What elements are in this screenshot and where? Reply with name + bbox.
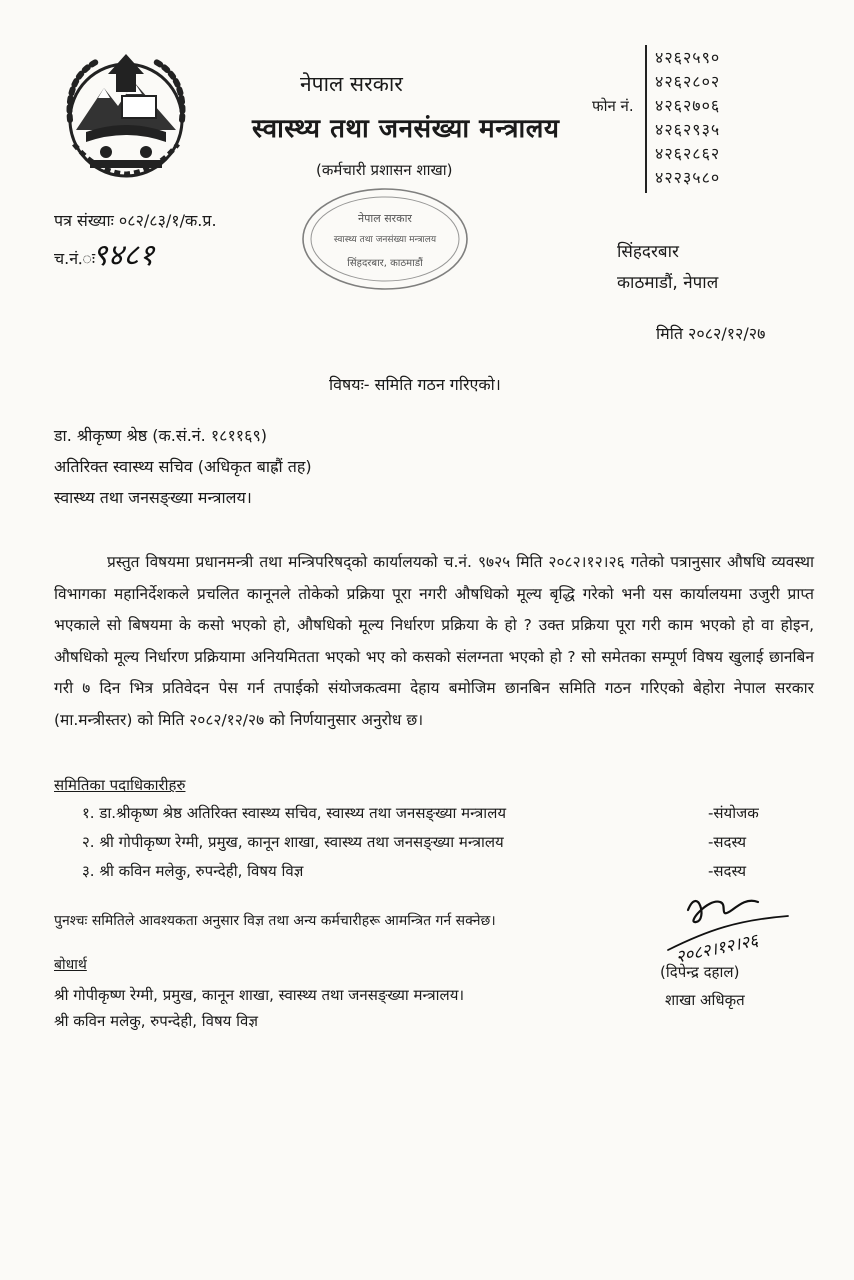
branch-name: (कर्मचारी प्रशासन शाखा) (316, 161, 453, 179)
committee-role: -सदस्य (708, 862, 747, 880)
phone-divider (645, 45, 647, 193)
phone-number: ४२६२७०६ (655, 96, 721, 115)
cc-item: श्री गोपीकृष्ण रेग्मी, प्रमुख, कानून शाखा, स्वास्थ्य तथा जनसङ्ख्या मन्त्रालय। (54, 986, 465, 1004)
letter-body (54, 547, 814, 737)
letter-date: मिति २०८२/१२/२७ (656, 324, 766, 343)
recipient-title: अतिरिक्त स्वास्थ्य सचिव (अधिकृत बाह्रौं तह) (54, 457, 312, 476)
signatory-designation: शाखा अधिकृत (665, 991, 745, 1009)
cc-item: श्री कविन मलेकु, रुपन्देही, विषय विज्ञ (54, 1012, 258, 1030)
dispatch-number-handwritten: ९४८१ (92, 238, 155, 273)
phone-number: ४२२३५८० (655, 168, 721, 187)
stamp-line-1: नेपाल सरकार (358, 212, 412, 225)
recipient-office: स्वास्थ्य तथा जनसङ्ख्या मन्त्रालय। (54, 488, 252, 507)
office-stamp (300, 184, 470, 294)
cc-heading: बोधार्थ (54, 957, 87, 973)
signatory-name: (दिपेन्द्र दहाल) (660, 963, 740, 981)
phone-number: ४२६२८०२ (655, 72, 721, 91)
phone-numbers (655, 46, 720, 190)
phone-number: ४२६२५९० (655, 48, 721, 67)
phone-number: ४२६२८६२ (655, 144, 721, 163)
nepal-emblem-icon (56, 48, 196, 186)
committee-role: -सदस्य (708, 833, 747, 851)
letter-number: पत्र संख्याः ०८२/८३/१/क.प्र. (54, 211, 217, 230)
subject-line: विषयः- समिति गठन गरिएको। (329, 375, 501, 394)
committee-member: २. श्री गोपीकृष्ण रेग्मी, प्रमुख, कानून शाखा, स्वास्थ्य तथा जनसङ्ख्या मन्त्रालय (82, 833, 504, 851)
address-line-2: काठमाडौं, नेपाल (617, 273, 719, 293)
signature-date: २०८२।१२।२६ (673, 930, 760, 968)
committee-member: ३. श्री कविन मलेकु, रुपन्देही, विषय विज्ञ (82, 862, 304, 880)
phone-label: फोन नं. (592, 97, 634, 115)
letter-body-text: प्रस्तुत विषयमा प्रधानमन्त्री तथा मन्त्रिपरिषद्को कार्यालयको च.नं. ९७२५ मिति २०८२।१२।२६ गतेको पत्रानुसार औषधि व्यवस्था विभागका महानिर्देशकले प्रचलित कानूनले तोकेको प्रक्रिया पूरा नगरी औषधिको मूल्य बृद्धि गरेको भनी यस कार्यालयमा उजुरी प्राप्त भएकाले सो बिषयमा के कसो भएको हो, औषधिको मूल्य निर्धारण प्रक्रिया के हो ? उक्त प्रक्रिया पूरा गरी काम भएको हो वा होइन, औषधिको मूल्य निर्धारण प्रक्रियामा अनियमितता भएको भए को कसको संलग्नता भएको हो ? सो समेतका सम्पूर्ण विषय खुलाई छानबिन गरी ७ दिन भित्र प्रतिवेदन पेस गर्न तपाईको संयोजकत्वमा देहाय बमोजिम छानबिन समिति गठन गरिएको बेहोरा नेपाल सरकार (मा.मन्त्रीस्तर) को मिति २०८२/१२/२७ को निर्णयानुसार अनुरोध छ। (54, 553, 814, 729)
stamp-line-2: स्वास्थ्य तथा जनसंख्या मन्त्रालय (333, 235, 437, 245)
stamp-line-3: सिंहदरबार, काठमाडौं (347, 258, 423, 269)
recipient-name: डा. श्रीकृष्ण श्रेष्ठ (क.सं.नं. १८११६९) (54, 426, 268, 445)
dispatch-number-label: च.नं.ः (54, 249, 96, 268)
phone-number: ४२६२९३५ (655, 120, 721, 139)
committee-heading: समितिका पदाधिकारीहरु (54, 776, 186, 794)
address-line-1: सिंहदरबार (617, 242, 679, 262)
government-name: नेपाल सरकार (300, 72, 403, 96)
postscript: पुनश्चः समितिले आवश्यकता अनुसार विज्ञ तथा अन्य कर्मचारीहरू आमन्त्रित गर्न सक्नेछ। (54, 913, 496, 929)
committee-role: -संयोजक (708, 804, 759, 822)
signature (648, 880, 798, 970)
committee-member: १. डा.श्रीकृष्ण श्रेष्ठ अतिरिक्त स्वास्थ्य सचिव, स्वास्थ्य तथा जनसङ्ख्या मन्त्रालय (82, 804, 507, 822)
ministry-name: स्वास्थ्य तथा जनसंख्या मन्त्रालय (252, 114, 560, 144)
